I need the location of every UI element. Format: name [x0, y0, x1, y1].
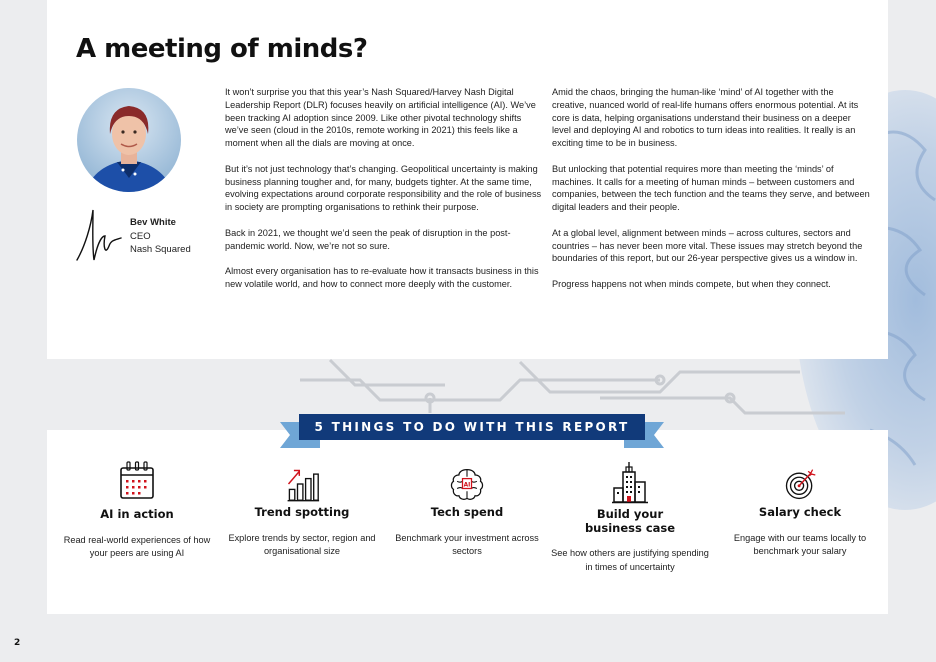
author-photo	[77, 88, 181, 192]
thing-description: Engage with our teams locally to benchmark your salary	[733, 532, 867, 556]
paragraph: Almost every organisation has to re-evaluate how it transacts business in this new volatile world, and how to connect more deeply with the customer.	[225, 266, 539, 289]
trend-chart-icon	[282, 466, 322, 502]
banner-label: 5 THINGS TO DO WITH THIS REPORT	[299, 414, 645, 440]
signature	[75, 206, 123, 264]
paragraph: But unlocking that potential requires more than meeting the ‘minds’ of machines. It calls for a meeting of human minds – between customers and companies, between the tech function and the teams they serve, and between digital leaders and their people.	[552, 163, 870, 213]
author-name: Bev White	[130, 217, 176, 228]
paragraph: It won’t surprise you that this year’s Nash Squared/Harvey Nash Digital Leadership Report (DLR) focuses heavily on artificial intelligence (AI). We’ve been tracking AI adoption since 2009. Like other pivotal technology shifts we’ve seen (cloud in the 2010s, remote working in 2021) this feels like a moment when all the dials are moving at once.	[225, 87, 536, 149]
thing-ai-in-action	[57, 460, 217, 561]
paragraph: But it’s not just technology that’s changing. Geopolitical uncertainty is making business planning tougher and, for many, budgets tighter. At the same time, evolving expectations around corporate responsibility and the role of business in society are prompting organisations to rethink their purpose.	[225, 163, 542, 213]
thing-title: Tech spend	[430, 505, 504, 519]
author-organisation: Nash Squared	[130, 244, 191, 255]
intro-text-left	[225, 86, 543, 304]
thing-title: Build your business case	[584, 507, 676, 535]
calendar-icon	[117, 460, 157, 504]
page-title: A meeting of minds?	[76, 34, 368, 64]
svg-text:AI: AI	[463, 482, 471, 489]
circuit-lines	[300, 360, 845, 413]
buildings-icon	[610, 460, 650, 504]
target-icon	[780, 466, 820, 502]
thing-title: Salary check	[758, 505, 842, 519]
thing-tech-spend	[387, 466, 547, 559]
thing-description: Read real-world experiences of how your peers are using AI	[63, 534, 211, 558]
paragraph: Progress happens not when minds compete, but when they connect.	[552, 278, 831, 289]
thing-trend-spotting	[222, 466, 382, 559]
thing-description: Explore trends by sector, region and organisational size	[228, 532, 376, 556]
intro-text-right	[552, 86, 870, 304]
thing-title: Trend spotting	[254, 505, 350, 519]
thing-description: Benchmark your investment across sectors	[395, 532, 539, 556]
paragraph: Back in 2021, we thought we’d seen the peak of disruption in the post-pandemic world. Now, we’re not so sure.	[225, 227, 511, 251]
author-role: CEO	[130, 231, 151, 242]
ai-brain-icon	[447, 466, 487, 502]
page-number: 2	[14, 638, 21, 648]
thing-description: See how others are justifying spending in times of uncertainty	[551, 548, 709, 572]
section-banner	[280, 414, 664, 448]
paragraph: Amid the chaos, bringing the human-like ‘mind’ of AI together with the creative, nuanced world of real-life humans offers enormous potential. At its core is data, helping organisations understand their business on a deeper level and deploying AI and robotics to turn ideas into realities. It really is an exciting time to be in business.	[552, 87, 859, 149]
thing-build-business-case	[550, 460, 710, 574]
paragraph: At a global level, alignment between minds – across cultures, sectors and countries – has never been more vital. These issues may stretch beyond the boundaries of this report, but our 26-year perspective gives us a window in.	[552, 227, 863, 264]
thing-title: AI in action	[100, 507, 174, 521]
thing-salary-check	[720, 466, 880, 559]
